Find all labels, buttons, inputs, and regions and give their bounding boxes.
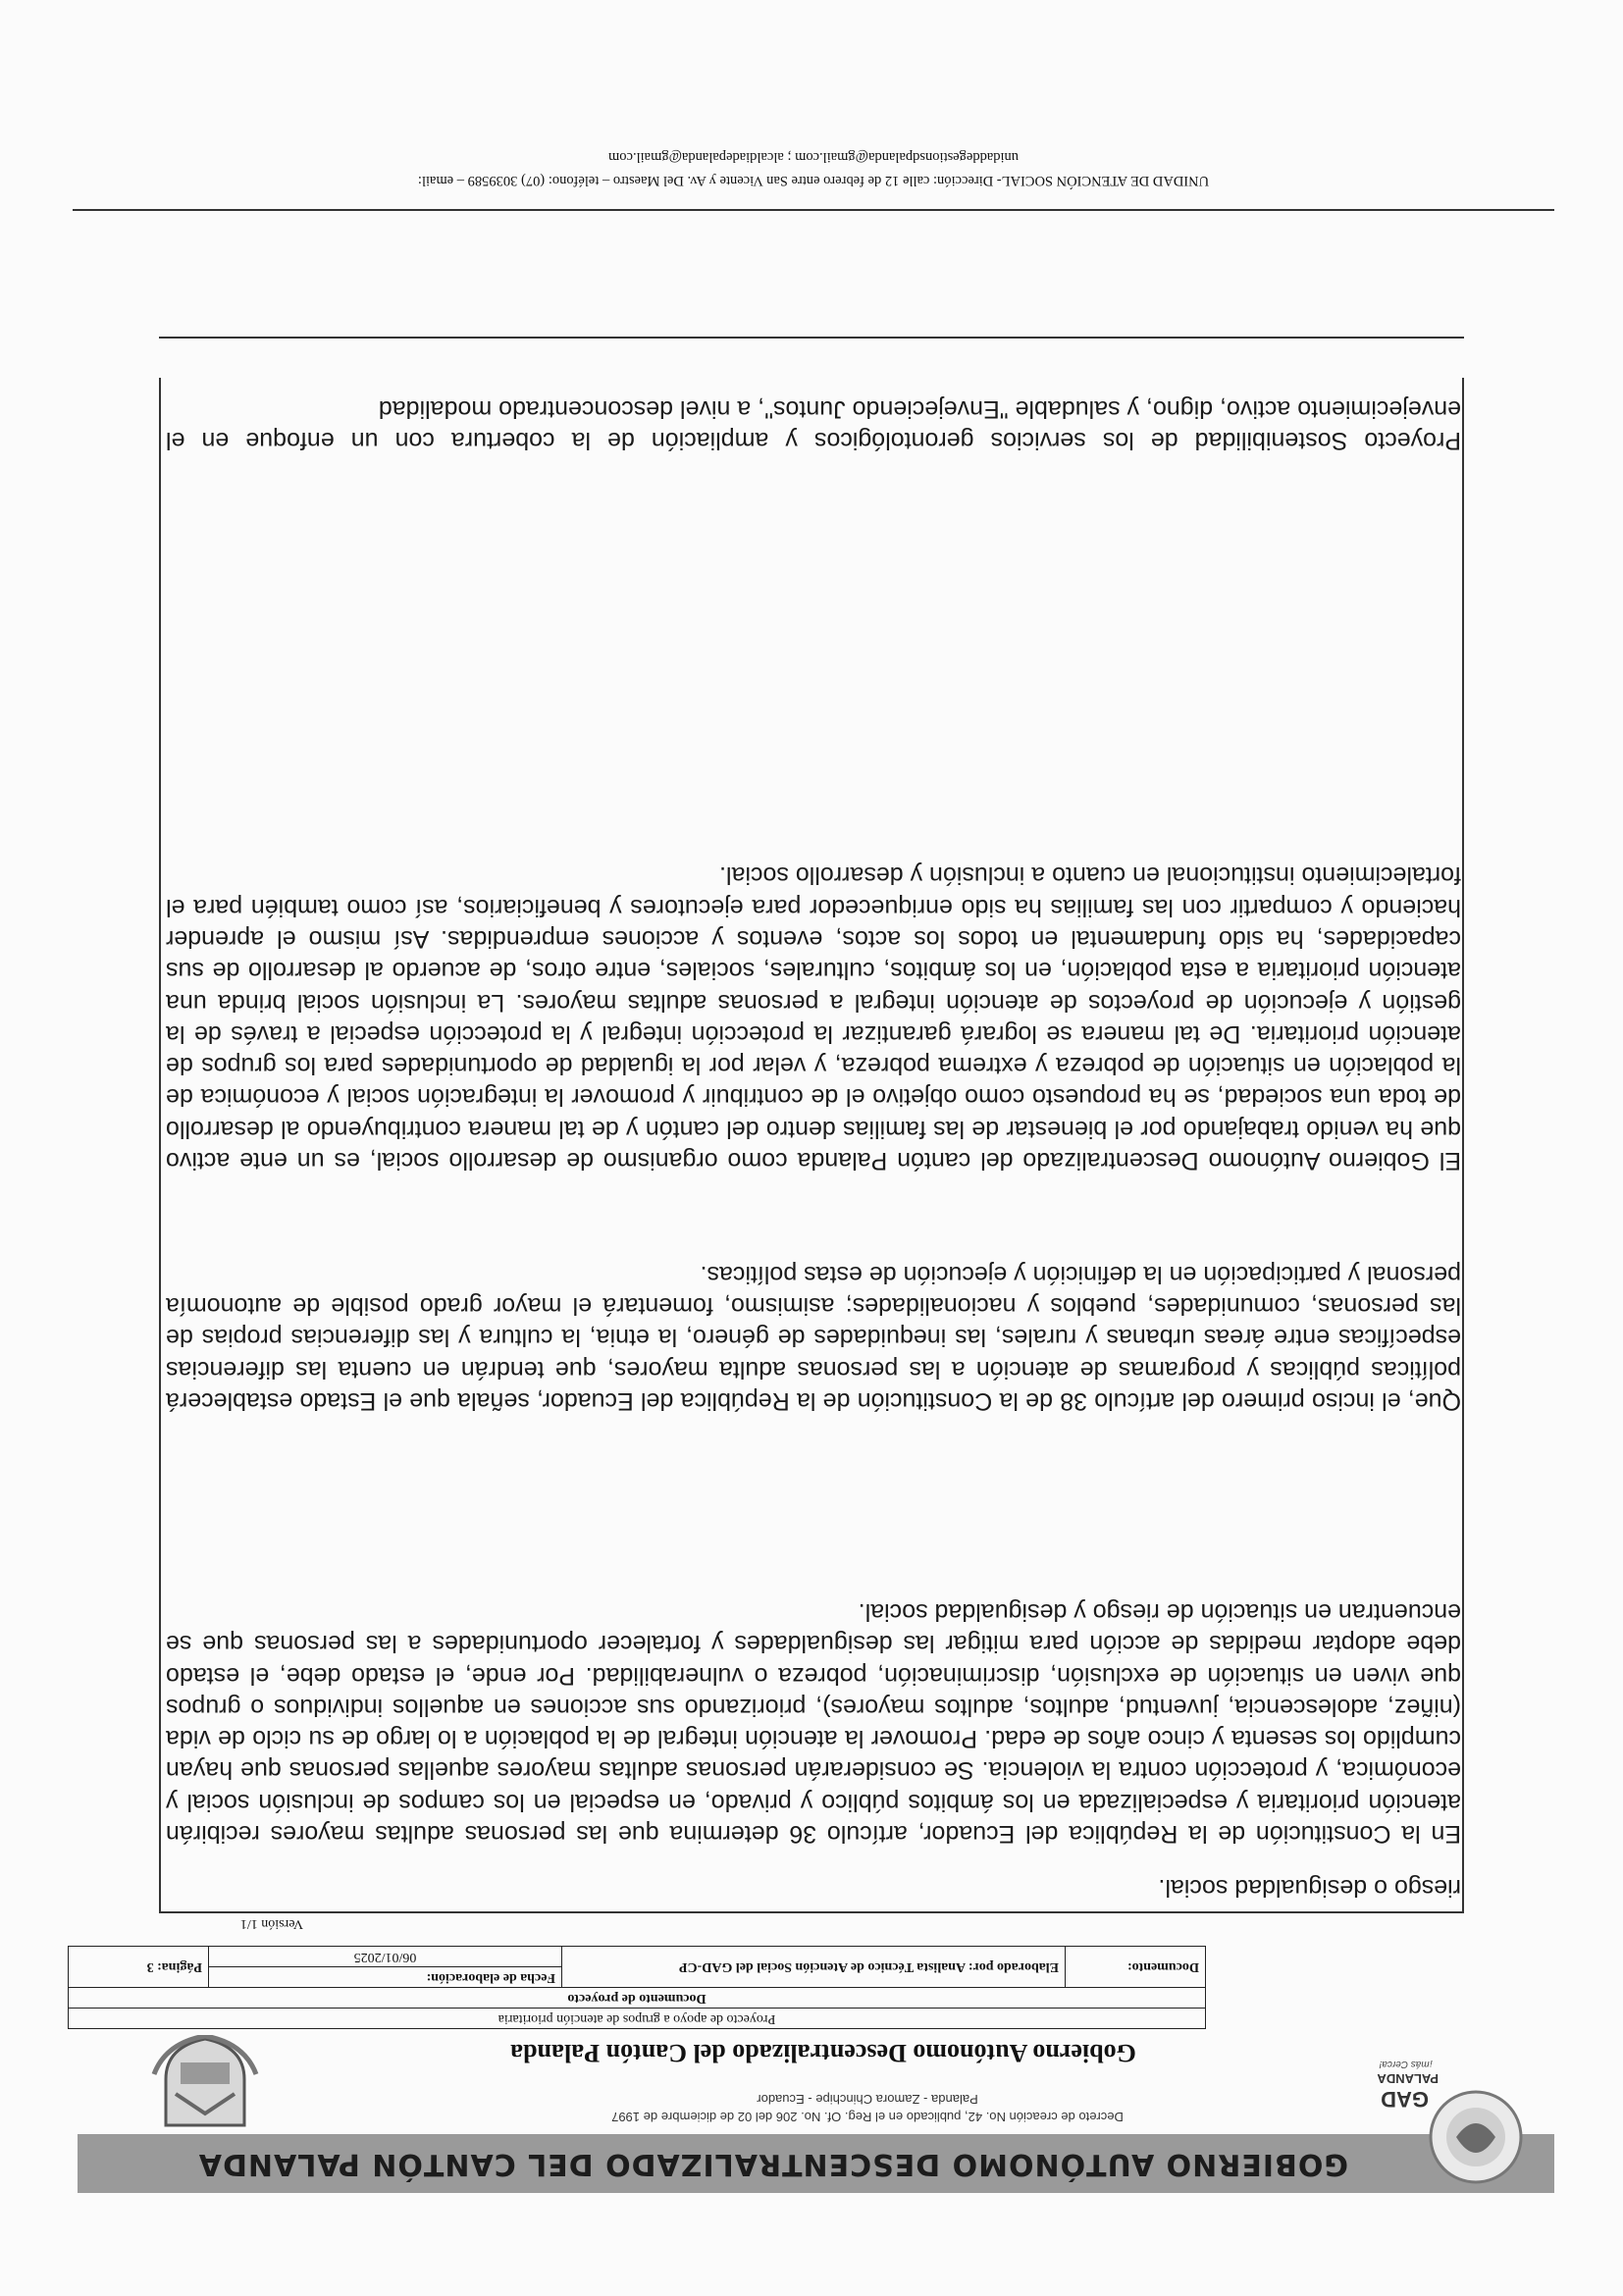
document-type: Documento de proyecto [69, 1988, 1206, 2009]
location-text: Palanda - Zamora Chinchipe - Ecuador [757, 2092, 978, 2107]
paragraph: Proyecto Sostenibilidad de los servicios gerontológicos y ampliación de la cobertura con un enfoque en el envejecimiento activo, digno, y saludable "Envejeciendo Juntos", a nivel desconcentrado modalidad [166, 394, 1461, 454]
banner-title: GOBIERNO AUTÓNOMO DESCENTRALIZADO DEL CANTÓN PALANDA [197, 2147, 1348, 2181]
elaborado-por: Elaborado por: Analista Técnico de Atención Social del GAD-CP [562, 1947, 1066, 1988]
paragraph: En la Constitución de la República del Ecuador, artículo 36 determina que las personas adultas mayores recibirán atención prioritaria y especializada en los ámbitos público y privado, en especial en los campos de inclusión social y económica, y protección contra la violencia. Se considerarán personas adultas mayores aquellas personas que hayan cumplido los sesenta y cinco años de edad. Promover la atención integral de la población a lo largo de su ciclo de vida (niñez, adolescencia, juventud, adultos, adultos mayores), priorizando sus acciones en aquellos individuos o grupos que viven en situación de exclusión, discriminación, pobreza o vulnerabilidad. Por ende, el estado debe, el estado debe adoptar medidas de acción para mitigar las desigualdades y fortalecer oportunidades a las personas que se encuentran en situación de riesgo y desigualdad social. [166, 1597, 1461, 1848]
pagina-number: Página: 3 [69, 1947, 209, 1988]
body-paragraph-4 [166, 392, 1461, 456]
bottom-rule [159, 337, 1464, 339]
lead-sentence: riesgo o desigualdad social. [1158, 1874, 1461, 1902]
footer-rule [73, 209, 1554, 211]
header-banner [78, 2134, 1554, 2193]
body-paragraph-3 [166, 860, 1461, 1176]
fecha-label: Fecha de elaboración: [209, 1967, 562, 1988]
paragraph: El Gobierno Autónomo Descentralizado del cantón Palanda como organismo de desarrollo social, es un ente activo que ha venido trabajando por el bienestar de las familias dentro del cantón y de tal manera contribuyendo al desarrollo de toda una sociedad, se ha propuesto como objetivo el de contribuir y promover la integración social y económica de la población en situación de pobreza y extrema pobreza, y velar por la igualdad de oportunidades para los grupos de atención prioritaria. De tal manera se logrará garantizar la protección integral y la protección especial a través de la gestión y ejecución de proyectos de atención integral a personas adultas mayores. La inclusión social brinda una atención prioritaria a esta población, en los ámbitos, culturales, sociales, entre otros, de acuerdo al desarrollo de sus capacidades, ha sido fundamental en todos los actos, eventos y acciones emprendidas. Así mismo el aprender haciendo y compartir con las familias ha sido enriquecedor para ejecutores y beneficiarios, así como también para el fortalecimiento institucional en cuanto a inclusión y desarrollo social. [166, 861, 1461, 1174]
gad-palanda-logo [1368, 2061, 1535, 2198]
logo-palanda-text: PALANDA [1377, 2071, 1439, 2086]
document-metadata-table [68, 1946, 1206, 2029]
documento-label: Documento: [1066, 1947, 1206, 1988]
body-paragraph-2 [166, 1259, 1461, 1417]
government-name: Gobierno Autónomo Descentralizado del Cantón Palanda [510, 2039, 1136, 2067]
body-paragraph-1 [166, 1596, 1461, 1850]
paragraph: Que, el inciso primero del artículo 38 de la Constitución de la República del Ecuador, señala que el Estado establecerá políticas públicas y programas de atención a las personas adulta mayores, que tendrán en cuenta las diferencias específicas entre áreas urbanas y rurales, las inequidades de género, la etnia, la cultura y las diferencias propias de las personas, comunidades, pueblos y nacionalidades; asimismo, fomentará el mayor grado posible de autonomía personal y participación en la definición y ejecución de estas políticas. [166, 1260, 1461, 1415]
footer-address: UNIDAD DE ATENCIÓN SOCIAL- Dirección: calle 12 de febrero entre San Vicente y Av. Del Maestro – teléfono: (07) 3039589 – email: [417, 173, 1210, 188]
project-title: Proyecto de apoyo a grupos de atención prioritaria [69, 2009, 1206, 2029]
decree-text: Decreto de creación No. 42, publicado en el Reg. Of. No. 206 del 02 de diciembre de 1997 [611, 2110, 1124, 2124]
coat-of-arms-icon [146, 2035, 264, 2133]
fecha-value: 06/01/2025 [209, 1947, 562, 1967]
logo-gad-text: GAD [1381, 2087, 1429, 2112]
logo-slogan-text: ¡más Cerca! [1379, 2061, 1433, 2069]
body-lead [166, 1872, 1461, 1904]
version-text: Versión 1/1 [239, 1916, 303, 1931]
footer-emails: unidaddegestionsdpalanda@gmail.com ; alcaldiadepalanda@gmail.com [607, 149, 1020, 165]
